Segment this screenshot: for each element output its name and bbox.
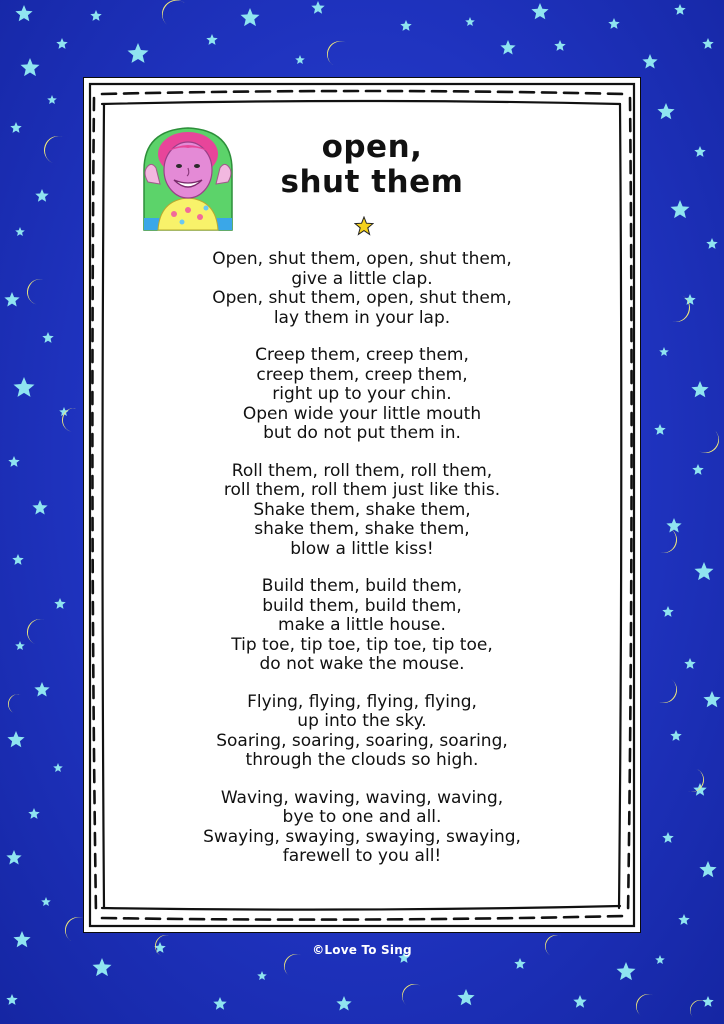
star-icon — [15, 5, 32, 21]
lyrics-card — [84, 78, 640, 932]
star-icon — [671, 200, 690, 218]
star-icon — [28, 808, 39, 819]
star-icon — [678, 914, 689, 925]
star-icon — [206, 34, 217, 45]
star-icon — [54, 598, 65, 609]
lyric-line: Swaying, swaying, swaying, swaying, — [203, 826, 521, 847]
star-icon — [531, 3, 548, 19]
verse — [124, 346, 600, 444]
star-icon — [691, 381, 708, 397]
star-icon — [573, 995, 586, 1008]
star-icon — [53, 763, 63, 772]
star-icon — [457, 989, 474, 1005]
star-icon — [12, 554, 23, 565]
star-icon — [670, 730, 681, 741]
star-icon — [15, 641, 25, 650]
crescent-moon-icon — [397, 979, 422, 1005]
lyric-line: Build them, build them, — [261, 576, 463, 596]
star-icon — [6, 850, 21, 865]
star-icon — [400, 20, 411, 31]
lyric-line: Roll them, roll them, roll them, — [231, 460, 493, 481]
crescent-moon-icon — [658, 679, 682, 708]
star-icon — [684, 658, 695, 669]
verse — [124, 577, 600, 675]
star-icon — [465, 17, 475, 26]
crescent-moon-icon — [632, 990, 654, 1017]
lyric-line: lay them in your lap. — [273, 307, 451, 328]
song-lyrics — [124, 250, 600, 885]
lyric-line: Flying, flying, flying, flying, — [247, 691, 477, 712]
star-icon — [10, 122, 21, 133]
star-icon — [703, 691, 720, 707]
star-icon — [657, 103, 674, 119]
lyric-line: Tip toe, tip toe, tip toe, tip toe, — [231, 634, 493, 655]
star-icon — [34, 682, 49, 697]
crescent-moon-icon — [60, 912, 84, 941]
star-icon — [692, 464, 703, 475]
child-face-illustration — [136, 122, 240, 232]
star-icon — [662, 832, 673, 843]
star-icon — [56, 38, 67, 49]
star-icon — [695, 562, 714, 580]
copyright-credit: ©Love To Sing — [312, 943, 412, 957]
song-title — [232, 129, 512, 200]
star-icon — [617, 962, 636, 980]
lyric-line: up into the sky. — [297, 711, 427, 731]
star-icon — [500, 40, 515, 55]
star-icon — [213, 997, 226, 1010]
star-icon — [15, 227, 25, 236]
star-icon — [336, 996, 351, 1011]
lyric-line: roll them, roll them just like this. — [223, 480, 501, 500]
star-icon — [662, 606, 673, 617]
star-icon — [642, 54, 657, 69]
lyric-line: do not wake the mouse. — [259, 654, 465, 674]
verse — [124, 693, 600, 771]
star-icon — [32, 500, 47, 515]
verse — [124, 462, 600, 560]
crescent-moon-icon — [24, 276, 43, 304]
lyric-line: blow a little kiss! — [290, 538, 434, 559]
star-icon — [8, 456, 19, 467]
star-icon — [6, 994, 17, 1005]
lyric-line: creep them, creep them, — [256, 364, 468, 385]
star-icon — [90, 10, 101, 21]
star-icon — [241, 8, 260, 26]
lyric-line: give a little clap. — [291, 268, 433, 289]
lyric-line: Soaring, soaring, soaring, soaring, — [216, 730, 508, 751]
star-icon — [128, 43, 149, 63]
star-icon — [659, 347, 669, 356]
crescent-moon-icon — [698, 430, 724, 458]
lyric-line: bye to one and all. — [282, 807, 442, 827]
star-icon — [42, 332, 53, 343]
lyric-line: Creep them, creep them, — [255, 345, 469, 365]
lyric-line: shake them, shake them, — [254, 519, 470, 539]
star-icon — [554, 40, 565, 51]
star-icon — [694, 146, 705, 157]
star-icon — [35, 189, 48, 202]
crescent-moon-icon — [322, 36, 346, 65]
star-icon — [93, 958, 112, 976]
crescent-moon-icon — [686, 996, 707, 1018]
star-icon — [14, 377, 35, 397]
lyric-line: farewell to you all! — [282, 846, 442, 866]
song-title-line-1: open, — [321, 129, 423, 165]
star-icon — [295, 55, 305, 64]
star-icon — [666, 518, 681, 533]
star-icon — [7, 731, 24, 747]
star-icon — [702, 996, 713, 1007]
star-icon — [4, 292, 19, 307]
crescent-moon-icon — [23, 615, 44, 644]
crescent-moon-icon — [6, 692, 21, 714]
star-icon — [514, 958, 525, 969]
star-icon — [674, 4, 685, 15]
lyric-line: Open, shut them, open, shut them, — [212, 288, 512, 308]
lyric-line: Shake them, shake them, — [253, 499, 471, 520]
verse — [124, 789, 600, 867]
star-icon — [684, 294, 695, 305]
star-icon — [608, 18, 619, 29]
star-icon — [21, 58, 40, 76]
star-icon — [47, 95, 57, 104]
lyric-line: make a little house. — [278, 615, 446, 635]
star-icon — [41, 897, 51, 906]
star-icon — [311, 1, 324, 14]
star-icon — [706, 238, 717, 249]
lyric-line: Open, shut them, open, shut them, — [212, 249, 512, 269]
star-icon — [654, 424, 665, 435]
star-icon — [693, 783, 706, 796]
verse — [124, 250, 600, 328]
crescent-moon-icon — [40, 132, 63, 163]
crescent-moon-icon — [156, 0, 185, 25]
star-icon — [354, 216, 374, 236]
lyric-line: Open wide your little mouth — [242, 403, 482, 424]
lyric-line: build them, build them, — [262, 595, 462, 616]
lyric-line: through the clouds so high. — [245, 750, 479, 770]
crescent-moon-icon — [660, 528, 681, 557]
lyric-line: Waving, waving, waving, waving, — [220, 787, 504, 808]
lyric-line: right up to your chin. — [272, 384, 452, 404]
song-title-line-2: shut them — [280, 164, 464, 200]
star-icon — [699, 861, 716, 877]
lyric-line: but do not put them in. — [263, 423, 461, 443]
crescent-moon-icon — [60, 406, 76, 432]
star-icon — [702, 38, 713, 49]
star-icon — [257, 971, 267, 980]
